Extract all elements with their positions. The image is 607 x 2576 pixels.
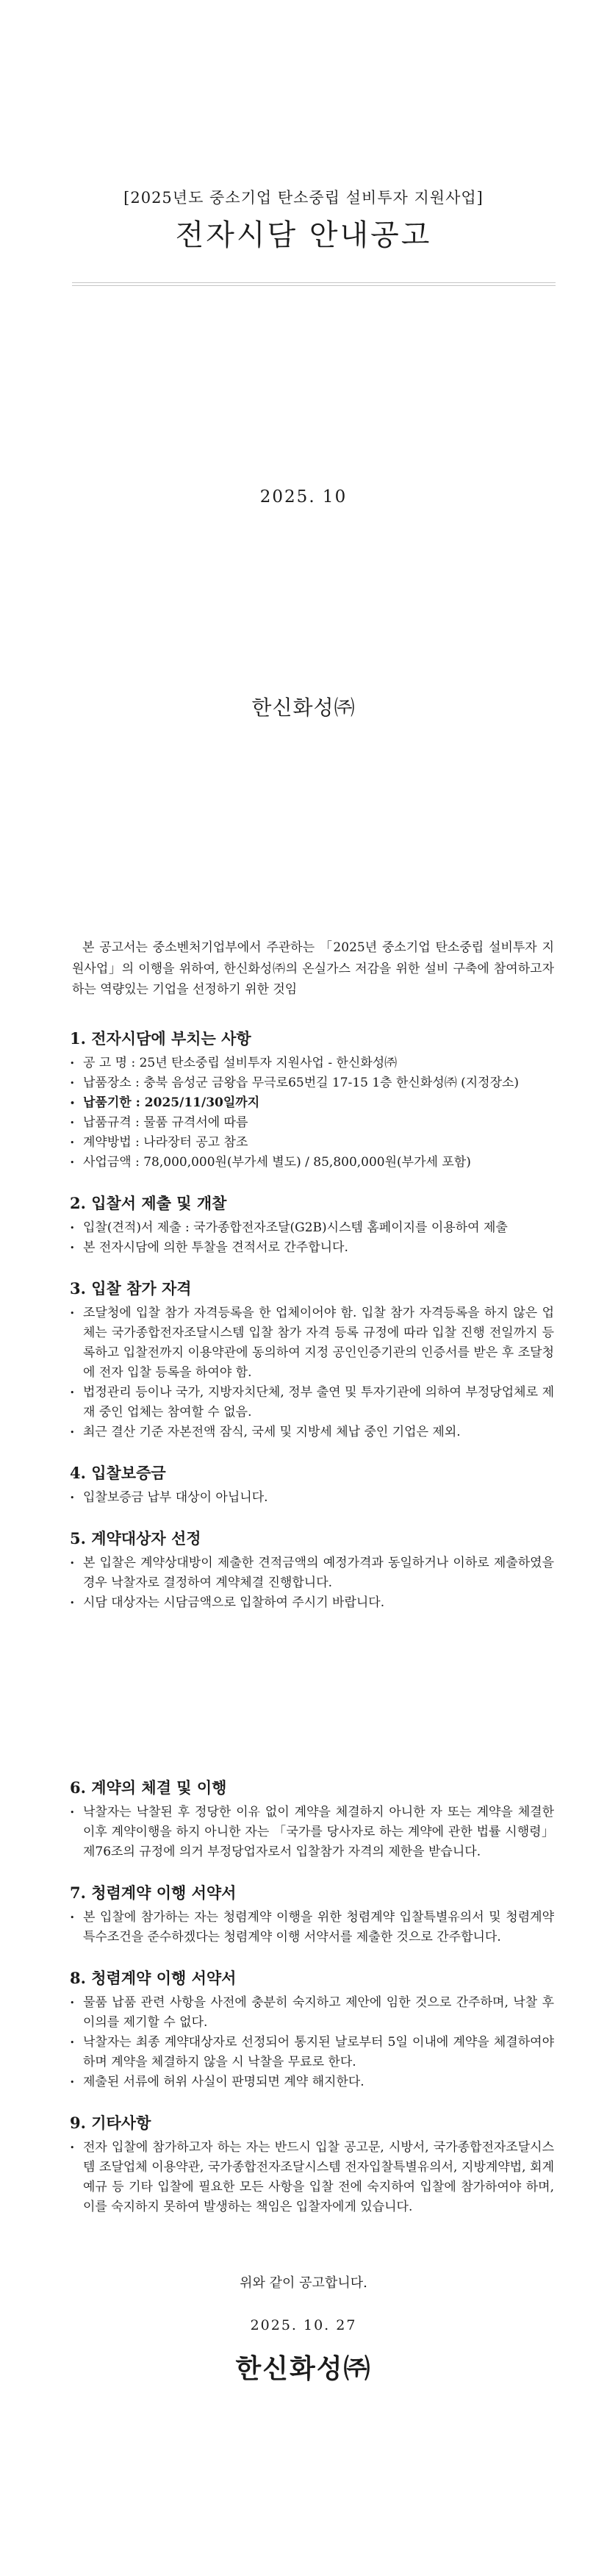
bullet-text: 시담 대상자는 시담금액으로 입찰하여 주시기 바랍니다.: [83, 1595, 385, 1610]
bullet-item: [70, 1093, 554, 1113]
bullet-item: [70, 2072, 554, 2092]
section-7: [70, 1883, 554, 1947]
section-heading: 2. 입찰서 제출 및 개찰: [70, 1193, 227, 1212]
bullet-item: [70, 2033, 554, 2072]
bullet-dot: •: [70, 1223, 75, 1233]
section-heading: 4. 입찰보증금: [70, 1463, 166, 1482]
bullet-item: [70, 1133, 554, 1153]
section-3: [70, 1278, 554, 1442]
bullet-text: 최근 결산 기준 자본전액 잠식, 국세 및 지방세 체납 중인 기업은 제외.: [83, 1424, 461, 1439]
cover-subtitle: [2025년도 중소기업 탄소중립 설비투자 지원사업]: [123, 189, 484, 207]
section-heading: 8. 청렴계약 이행 서약서: [70, 1968, 237, 1987]
bullet-dot: •: [70, 1078, 75, 1088]
bullet-text: 납품기한 : 2025/11/30일까지: [83, 1095, 260, 1110]
bullet-text: 본 전자시담에 의한 투찰을 견적서로 간주합니다.: [83, 1239, 348, 1255]
section-1: [70, 1028, 554, 1173]
bullet-dot: •: [70, 1558, 75, 1568]
section-heading: 9. 기타사항: [70, 2113, 151, 2132]
section-heading: 3. 입찰 참가 자격: [70, 1278, 192, 1298]
bullet-item: [70, 1488, 554, 1508]
bullet-text: 납품규격 : 물품 규격서에 따름: [83, 1115, 248, 1130]
title-divider: [72, 282, 556, 286]
bullet-item: [70, 1238, 554, 1258]
bullet-text: 물품 납품 관련 사항을 사전에 충분히 숙지하고 제안에 임한 것으로 간주하며, 낙찰 후 이의를 제기할 수 없다.: [83, 1994, 554, 2030]
footer-date: 2025. 10. 27: [250, 2316, 357, 2333]
bullet-item: [70, 1803, 554, 1862]
bullet-item: [70, 2138, 554, 2217]
section-4: [70, 1463, 554, 1508]
section-heading: 1. 전자시담에 부치는 사항: [70, 1028, 251, 1048]
bullet-dot: •: [70, 1117, 75, 1128]
bullet-text: 본 입찰은 계약상대방이 제출한 견적금액의 예정가격과 동일하거나 이하로 제출하였을 경우 낙찰자로 결정하여 계약체결 진행합니다.: [83, 1555, 554, 1590]
bullet-item: [70, 1553, 554, 1593]
bullet-dot: •: [70, 1308, 75, 1318]
page-title: 전자시담 안내공고: [175, 218, 432, 252]
bullet-text: 제출된 서류에 허위 사실이 판명되면 계약 해지한다.: [83, 2074, 364, 2089]
bullet-dot: •: [70, 1912, 75, 1922]
bullet-dot: •: [70, 1387, 75, 1398]
bullet-item: [70, 1218, 554, 1238]
bullet-dot: •: [70, 1598, 75, 1608]
footer-company: 한신화성㈜: [235, 2353, 372, 2384]
section-9: [70, 2113, 554, 2217]
bullet-text: 법정관리 등이나 국가, 지방자치단체, 정부 출연 및 투자기관에 의하여 부정당업체로 제재 중인 업체는 참여할 수 없음.: [83, 1384, 554, 1420]
bullet-dot: •: [70, 1427, 75, 1437]
bullet-dot: •: [70, 2037, 75, 2047]
sections: [70, 1028, 554, 2217]
bullet-item: [70, 1908, 554, 1947]
section-heading: 6. 계약의 체결 및 이행: [70, 1778, 227, 1797]
bullet-text: 입찰보증금 납부 대상이 아닙니다.: [83, 1489, 268, 1505]
bullet-dot: •: [70, 1807, 75, 1817]
bullet-dot: •: [70, 1157, 75, 1167]
bullet-item: [70, 1153, 554, 1173]
section-2: [70, 1193, 554, 1258]
bullet-text: 전자 입찰에 참가하고자 하는 자는 반드시 입찰 공고문, 시방서, 국가종합전자조달시스템 조달업체 이용약관, 국가종합전자조달시스템 전자입찰특별유의서, 지방계약법, 회계예규 등 기타 입찰에 필요한 모든 사항을 입찰 전에 숙지하여 입찰에 참가하여야 하며, 이를 숙지하지 못하여 발생하는 책임은 입찰자에게 있습니다.: [83, 2139, 554, 2214]
bullet-item: [70, 1073, 554, 1093]
bullet-text: 납품장소 : 충북 음성군 금왕읍 무극로65번길 17-15 1층 한신화성㈜ (지정장소): [83, 1075, 520, 1090]
bullet-item: [70, 1593, 554, 1613]
section-6: [70, 1778, 554, 1862]
bullet-text: 낙찰자는 최종 계약대상자로 선정되어 통지된 날로부터 5일 이내에 계약을 체결하여야 하며 계약을 체결하지 않을 시 낙찰을 무료로 한다.: [83, 2034, 554, 2069]
intro-paragraph: 본 공고서는 중소벤처기업부에서 주관하는 「2025년 중소기업 탄소중립 설비투자 지원사업」의 이행을 위하여, 한신화성㈜의 온실가스 저감을 위한 설비 구축에 참여하고자 하는 역량있는 기업을 선정하기 위한 것임: [72, 940, 554, 997]
bullet-dot: •: [70, 1492, 75, 1503]
bullet-dot: •: [70, 1997, 75, 2008]
section-heading: 7. 청렴계약 이행 서약서: [70, 1883, 237, 1902]
bullet-text: 공 고 명 : 25년 탄소중립 설비투자 지원사업 - 한신화성㈜: [83, 1055, 398, 1070]
bullet-dot: •: [70, 2142, 75, 2153]
closing-statement: 위와 같이 공고합니다.: [240, 2275, 367, 2291]
bullet-item: [70, 1423, 554, 1442]
section-5: [70, 1528, 554, 1613]
bullet-item: [70, 1053, 554, 1073]
bullet-text: 본 입찰에 참가하는 자는 청렴계약 이행을 위한 청렴계약 입찰특별유의서 및 청렴계약 특수조건을 준수하겠다는 청렴계약 이행 서약서를 제출한 것으로 간주합니다.: [83, 1909, 554, 1944]
bullet-text: 입찰(견적)서 제출 : 국가종합전자조달(G2B)시스템 홈페이지를 이용하여 제출: [83, 1220, 508, 1235]
bullet-item: [70, 1303, 554, 1383]
cover-date: 2025. 10: [259, 487, 348, 507]
bullet-dot: •: [70, 1137, 75, 1148]
bullet-text: 사업금액 : 78,000,000원(부가세 별도) / 85,800,000원(부가세 포함): [83, 1154, 471, 1170]
bullet-text: 조달청에 입찰 참가 자격등록을 한 업체이어야 함. 입찰 참가 자격등록을 하지 않은 업체는 국가종합전자조달시스템 입찰 참가 자격 등록 규정에 따라 입찰 진행 전일까지 등록하고 입찰전까지 이용약관에 동의하여 지정 공인인증기관의 인증서를 받은 후 조달청에 전자 입찰 등록을 하여야 함.: [83, 1305, 554, 1380]
section-heading: 5. 계약대상자 선정: [70, 1528, 201, 1548]
bullet-item: [70, 1383, 554, 1423]
section-8: [70, 1968, 554, 2092]
bullet-dot: •: [70, 1058, 75, 1068]
bullet-dot: •: [70, 2077, 75, 2087]
bullet-text: 계약방법 : 나라장터 공고 참조: [83, 1134, 248, 1150]
cover-company: 한신화성㈜: [251, 695, 356, 720]
bullet-item: [70, 1993, 554, 2033]
bullet-dot: •: [70, 1098, 76, 1108]
bullet-dot: •: [70, 1242, 75, 1253]
bullet-item: [70, 1113, 554, 1133]
bullet-text: 낙찰자는 낙찰된 후 정당한 이유 없이 계약을 체결하지 아니한 자 또는 계약을 체결한 이후 계약이행을 하지 아니한 자는 「국가를 당사자로 하는 계약에 관한 법률 시행령」 제76조의 규정에 의거 부정당업자로서 입찰참가 자격의 제한을 받습니다.: [83, 1804, 554, 1859]
